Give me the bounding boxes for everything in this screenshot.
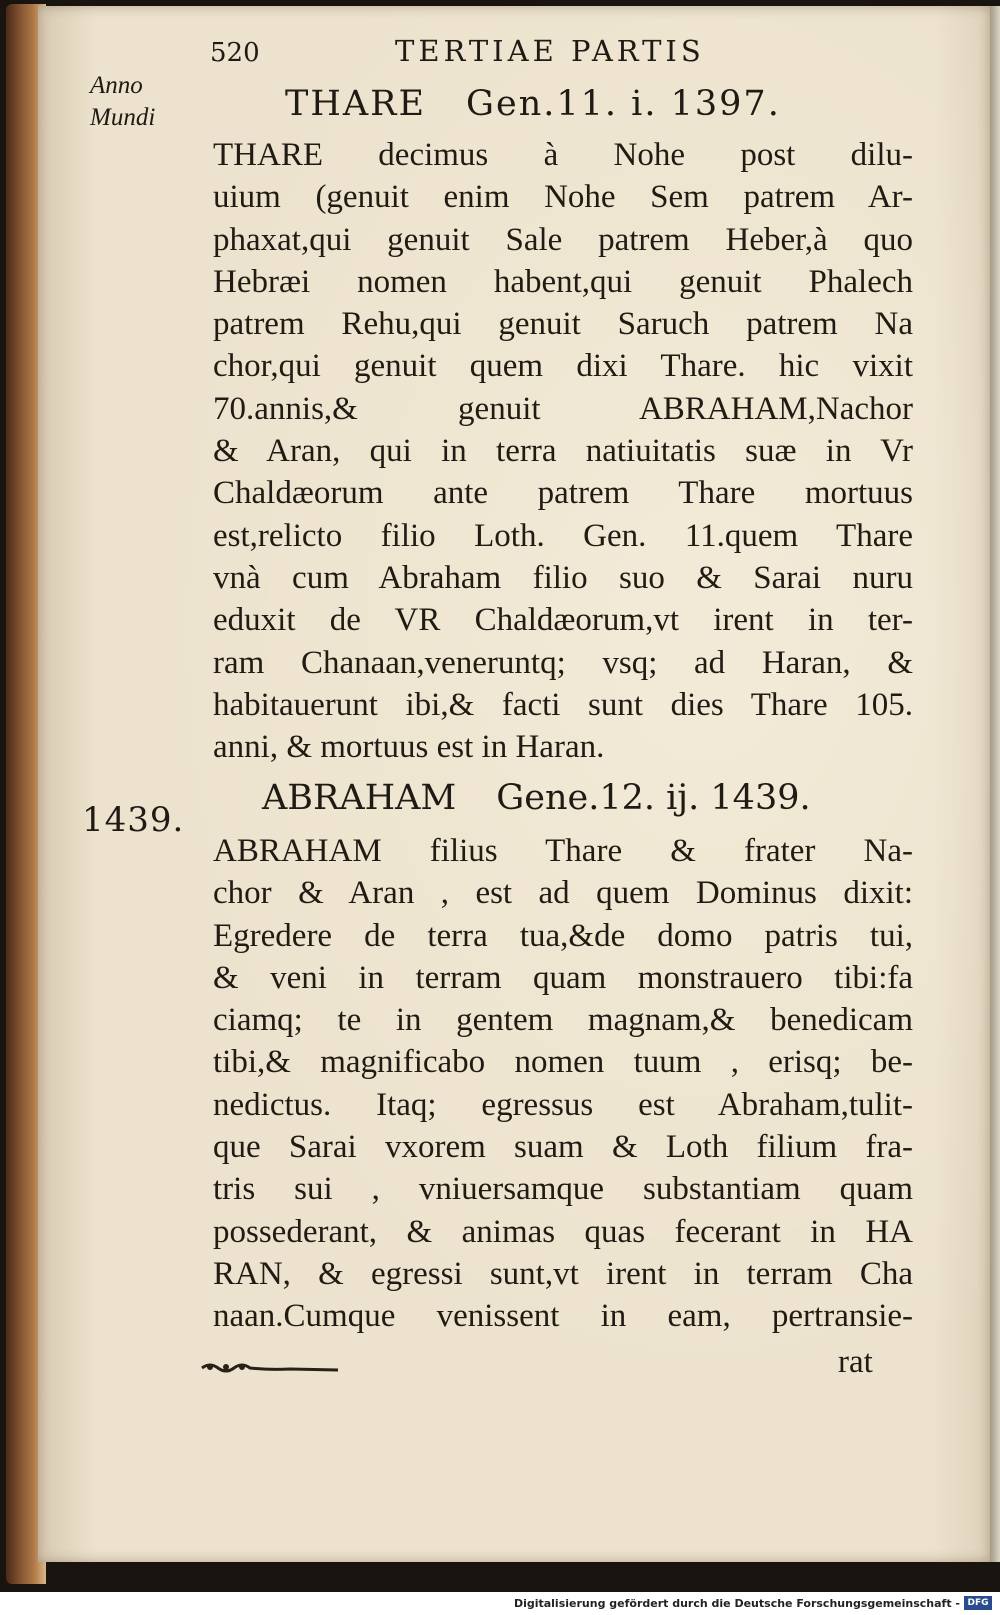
text-line: chor,qui genuit quem dixi Thare. hic vixit bbox=[213, 348, 913, 385]
text-line: ram Chanaan,veneruntq; vsq; ad Haran, & bbox=[213, 644, 913, 681]
text-line: tibi,& magnificabo nomen tuum , erisq; be- bbox=[213, 1044, 913, 1081]
text-line: que Sarai vxorem suam & Loth filium fra- bbox=[213, 1129, 913, 1166]
section-heading-thare bbox=[285, 84, 781, 124]
text-line: patrem Rehu,qui genuit Saruch patrem Na bbox=[213, 306, 913, 343]
text-line: ABRAHAM filius Thare & frater Na- bbox=[213, 833, 913, 869]
margin-label-mundi: Mundi bbox=[90, 104, 156, 131]
text-line: phaxat,qui genuit Sale patrem Heber,à quo bbox=[213, 221, 913, 258]
running-head: TERTIAE PARTIS bbox=[395, 34, 705, 68]
text-line: chor & Aran , est ad quem Dominus dixit: bbox=[213, 875, 913, 912]
text-line-last: anni, & mortuus est in Haran. bbox=[213, 729, 605, 766]
text-line: RAN, & egressi sunt,vt irent in terram Cha bbox=[213, 1255, 913, 1292]
page-number: 520 bbox=[210, 38, 260, 68]
text-line: & veni in terram quam monstrauero tibi:fa bbox=[213, 959, 913, 996]
section-name: THARE bbox=[285, 84, 427, 124]
dfg-logo-icon: DFG bbox=[964, 1596, 992, 1610]
text-line: ciamq; te in gentem magnam,& benedicam bbox=[213, 1002, 913, 1039]
text-line: possederant, & animas quas fecerant in HA bbox=[213, 1213, 913, 1250]
section-reference: Gen.11. i. 1397. bbox=[466, 84, 781, 124]
section-name: ABRAHAM bbox=[262, 778, 457, 818]
text-line: & Aran, qui in terra natiuitatis suæ in Vr bbox=[213, 433, 913, 470]
text-line: nedictus. Itaq; egressus est Abraham,tulit- bbox=[213, 1086, 913, 1123]
page-right-edge bbox=[990, 6, 1000, 1562]
catchword: rat bbox=[838, 1344, 873, 1380]
text-line: est,relicto filio Loth. Gen. 11.quem Thare bbox=[213, 517, 913, 554]
text-line: Chaldæorum ante patrem Thare mortuus bbox=[213, 475, 913, 512]
text-line: 70.annis,& genuit ABRAHAM,Nachor bbox=[213, 390, 913, 427]
text-line: uium (genuit enim Nohe Sem patrem Ar- bbox=[213, 179, 913, 216]
text-line: naan.Cumque venissent in eam, pertransie- bbox=[213, 1298, 913, 1335]
text-line: eduxit de VR Chaldæorum,vt irent in ter- bbox=[213, 602, 913, 639]
text-line: habitauerunt ibi,& facti sunt dies Thare 105. bbox=[213, 686, 913, 723]
printer-ornament bbox=[200, 1360, 340, 1374]
text-line: Hebræi nomen habent,qui genuit Phalech bbox=[213, 263, 913, 300]
section-heading-abraham bbox=[262, 778, 811, 818]
text-line: Egredere de terra tua,&de domo patris tui, bbox=[213, 917, 913, 954]
text-block-abraham bbox=[213, 830, 913, 1338]
text-line: vnà cum Abraham filio suo & Sarai nuru bbox=[213, 559, 913, 596]
section-reference: Gene.12. ij. 1439. bbox=[496, 778, 811, 818]
footer-credit: Digitalisierung gefördert durch die Deutsche Forschungsgemeinschaft - bbox=[513, 1597, 960, 1610]
text-block-thare bbox=[213, 134, 913, 768]
margin-label-anno: Anno bbox=[90, 72, 143, 99]
margin-label bbox=[90, 70, 155, 134]
text-line: tris sui , vniuersamque substantiam quam bbox=[213, 1171, 913, 1208]
text-line: THARE decimus à Nohe post dilu- bbox=[213, 137, 913, 173]
margin-year: 1439. bbox=[82, 800, 185, 840]
